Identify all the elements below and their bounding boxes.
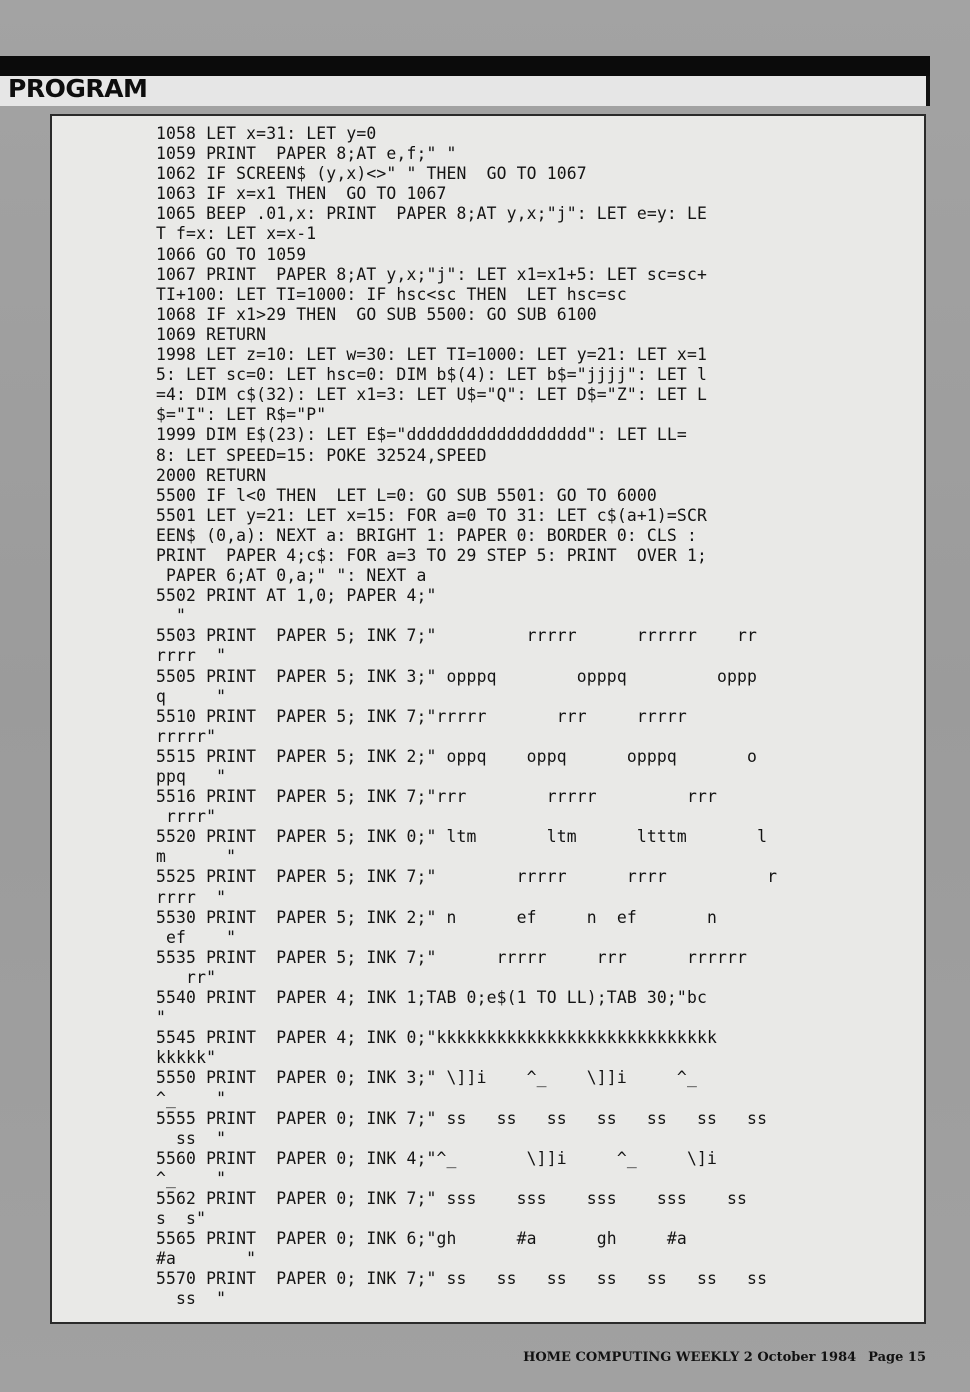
code-line: ^_ " [156, 1168, 227, 1188]
code-line: rrrrr" [156, 726, 217, 746]
code-line: 1067 PRINT PAPER 8;AT y,x;"j": LET x1=x1+5: LET sc=sc+ [156, 264, 707, 284]
code-line: PRINT PAPER 4;c$: FOR a=3 TO 29 STEP 5: PRINT OVER 1; [156, 545, 707, 565]
code-line: 1058 LET x=31: LET y=0 [156, 124, 377, 143]
program-listing [156, 124, 916, 1310]
code-line: q " [156, 686, 227, 706]
code-line: 5562 PRINT PAPER 0; INK 7;" sss sss sss sss ss [156, 1188, 748, 1208]
code-line: kkkkk" [156, 1048, 217, 1068]
code-line: 1066 GO TO 1059 [156, 244, 307, 264]
code-line: 2000 RETURN [156, 465, 267, 485]
code-line: TI+100: LET TI=1000: IF hsc<sc THEN LET hsc=sc [156, 284, 627, 304]
code-line: 5501 LET y=21: LET x=15: FOR a=0 TO 31: LET c$(a+1)=SCR [156, 505, 707, 525]
page-footer [523, 1350, 926, 1365]
code-line: 5503 PRINT PAPER 5; INK 7;" rrrrr rrrrrr rr [156, 626, 758, 646]
code-line: $="I": LET R$="P" [156, 405, 327, 425]
code-line: 5565 PRINT PAPER 0; INK 6;"gh #a gh #a [156, 1229, 687, 1249]
code-line: 5530 PRINT PAPER 5; INK 2;" n ef n ef n [156, 907, 718, 927]
code-line: 8: LET SPEED=15: POKE 32524,SPEED [156, 445, 487, 465]
code-line: 5545 PRINT PAPER 4; INK 0;"kkkkkkkkkkkkkkkkkkkkkkkkkkkk [156, 1028, 718, 1048]
code-line: 1999 DIM E$(23): LET E$="dddddddddddddddddd": LET LL= [156, 425, 687, 445]
code-line: ss " [156, 1128, 227, 1148]
code-line: 5520 PRINT PAPER 5; INK 0;" ltm ltm ltttm l [156, 827, 768, 847]
code-line: 5505 PRINT PAPER 5; INK 3;" opppq opppq oppp [156, 666, 758, 686]
code-line: 5525 PRINT PAPER 5; INK 7;" rrrrr rrrr r [156, 867, 778, 887]
code-line: 5: LET sc=0: LET hsc=0: DIM b$(4): LET b$="jjjj": LET l [156, 365, 707, 385]
code-line: " [156, 1008, 167, 1028]
code-line: ss " [156, 1289, 227, 1309]
code-line: 1069 RETURN [156, 324, 267, 344]
code-line: rrrr" [156, 807, 217, 827]
code-line: 1998 LET z=10: LET w=30: LET TI=1000: LET y=21: LET x=1 [156, 345, 707, 365]
section-label: PROGRAM [8, 74, 148, 103]
code-line: #a " [156, 1249, 257, 1269]
page-number: Page 15 [868, 1350, 926, 1365]
code-line: rrrr " [156, 646, 227, 666]
code-line: 5535 PRINT PAPER 5; INK 7;" rrrrr rrr rrrrrr [156, 947, 748, 967]
code-line: ppq " [156, 767, 227, 786]
code-line: 1062 IF SCREEN$ (y,x)<>" " THEN GO TO 1067 [156, 164, 587, 184]
code-line: 1063 IF x=x1 THEN GO TO 1067 [156, 184, 447, 204]
code-line: s s" [156, 1209, 207, 1229]
code-line: 5516 PRINT PAPER 5; INK 7;"rrr rrrrr rrr [156, 787, 718, 807]
code-line: =4: DIM c$(32): LET x1=3: LET U$="Q": LET D$="Z": LET L [156, 385, 707, 405]
code-line: EEN$ (0,a): NEXT a: BRIGHT 1: PAPER 0: BORDER 0: CLS : [156, 525, 697, 545]
code-line: 5570 PRINT PAPER 0; INK 7;" ss ss ss ss ss ss ss [156, 1269, 768, 1289]
code-line: 5500 IF l<0 THEN LET L=0: GO SUB 5501: GO TO 6000 [156, 485, 657, 505]
code-line: 5560 PRINT PAPER 0; INK 4;"^_ \]]i ^_ \]i [156, 1148, 718, 1168]
code-line: 5555 PRINT PAPER 0; INK 7;" ss ss ss ss ss ss ss [156, 1108, 768, 1128]
publication-info: HOME COMPUTING WEEKLY 2 October 1984 [523, 1350, 857, 1365]
code-line: " [156, 606, 187, 626]
code-line: ef " [156, 927, 237, 947]
code-line: 5540 PRINT PAPER 4; INK 1;TAB 0;e$(1 TO LL);TAB 30;"bc [156, 988, 707, 1008]
code-line: PAPER 6;AT 0,a;" ": NEXT a [156, 566, 427, 586]
code-line: 5515 PRINT PAPER 5; INK 2;" oppq oppq opppq o [156, 746, 758, 766]
header-bar [0, 56, 930, 76]
code-line: m " [156, 847, 237, 867]
code-line: 5502 PRINT AT 1,0; PAPER 4;" [156, 586, 437, 606]
code-line: ^_ " [156, 1088, 227, 1108]
code-line: rr" [156, 967, 217, 987]
program-listing-box [50, 114, 926, 1324]
code-line: 1068 IF x1>29 THEN GO SUB 5500: GO SUB 6100 [156, 304, 597, 324]
code-line: 5550 PRINT PAPER 0; INK 3;" \]]i ^_ \]]i ^_ [156, 1068, 697, 1088]
code-line: 1059 PRINT PAPER 8;AT e,f;" " [156, 144, 457, 164]
code-line: 5510 PRINT PAPER 5; INK 7;"rrrrr rrr rrrrr [156, 706, 687, 726]
code-line: rrrr " [156, 887, 227, 907]
code-line: 1065 BEEP .01,x: PRINT PAPER 8;AT y,x;"j": LET e=y: LE [156, 204, 707, 224]
code-line: T f=x: LET x=x-1 [156, 224, 317, 244]
